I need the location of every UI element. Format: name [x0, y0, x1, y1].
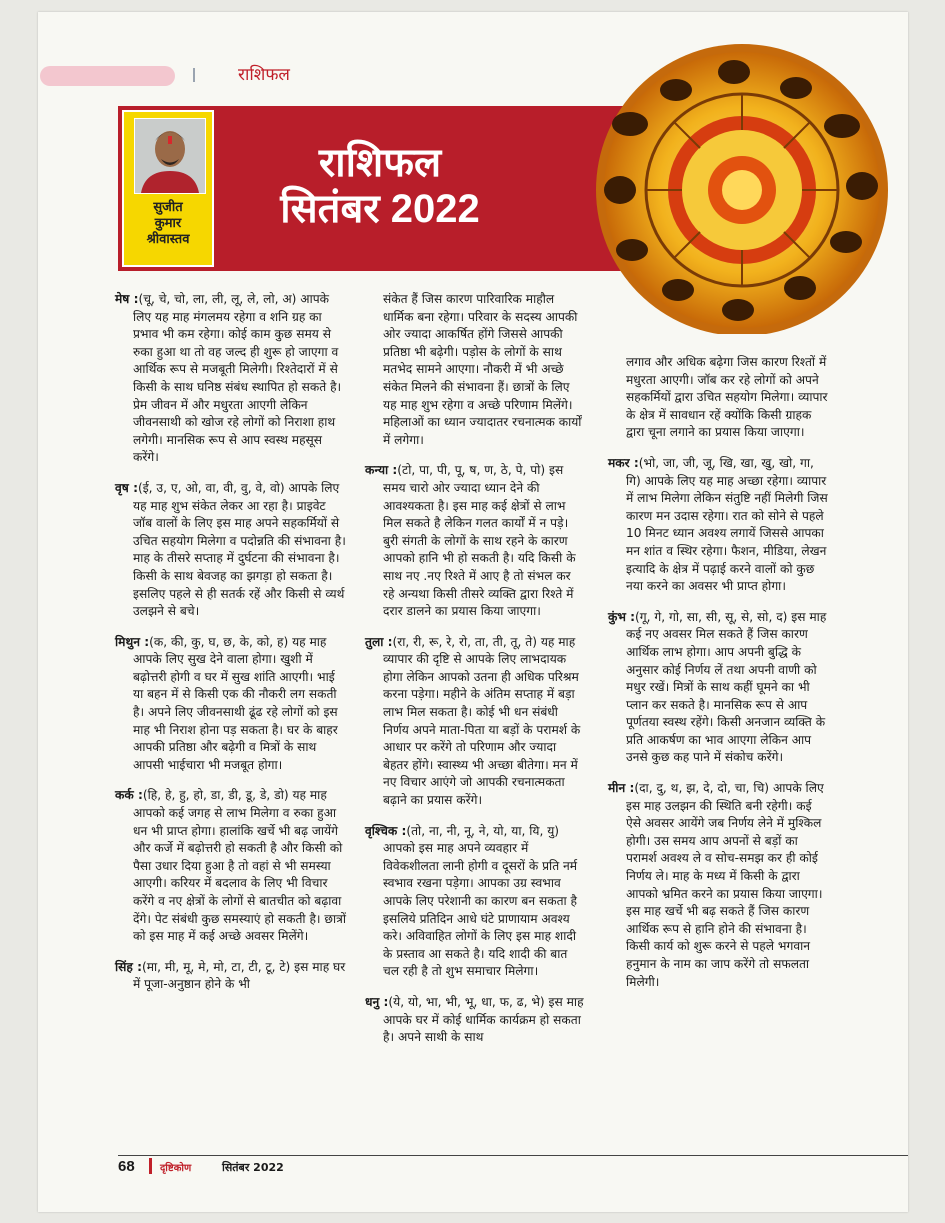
sign-text: (क, की, कु, घ, छ, के, को, ह) यह माह आपके लिए सुख देने वाला होगा। खुशी में बढ़ोत्तरी होगी व घर में सुख शांति आएगी। भाई या बहन में से किसी एक की नौकरी लग सकती है। अपने लिए जीवनसाथी ढूंढ रहे लोगों को इस माह भी निराश होना पड़ सकता है। घर के बाहर आपकी प्रतिष्ठा और बढ़ेगी व मित्रों के साथ आपसी भाईचारा भी मजबूत होगा। [133, 634, 338, 772]
footer-issue: सितंबर 2022 [222, 1161, 284, 1174]
horoscope-dhanu-continued [608, 354, 828, 442]
sign-text: (रा, री, रू, रे, रो, ता, ती, तू, ते) यह माह व्यापार की दृष्टि से आपके लिए लाभदायक होगा लेकिन आपको उतना ही अधिक परिश्रम करना पड़ेगा। महीने के अंतिम सप्ताह में बड़ा लाभ मिल सकता है। कोई भी धन संबंधी निर्णय अपने माता-पिता या बड़ों के परामर्श के आधार पर करेंगे तो परिणाम और ज्यादा बेहतर होंगे। स्वास्थ्य भी अच्छा बीतेगा। मन में नए विचार आएंगे जो आपकी रचनात्मकता बढ़ाने का प्रयास करेंगे। [383, 634, 581, 808]
page-title [240, 140, 520, 232]
header-separator [193, 68, 195, 82]
sign-name: धनु : [365, 994, 389, 1009]
sign-name: वृश्चिक : [365, 823, 407, 838]
author-name-line-2: कुमार [154, 216, 182, 231]
sign-name: सिंह : [115, 959, 142, 974]
column-1 [115, 291, 347, 1007]
sign-text: (चू, चे, चो, ला, ली, लू, ले, लो, अ) आपके लिए यह माह मंगलमय रहेगा व शनि ग्रह का प्रभाव भी कम रहेगा। कोई काम कुछ समय से रुका हुआ था तो वह जल्द ही शुरू हो जाएगा व आर्थिक रूप से मजबूती मिलेगी। रिश्तेदारों में से किसी के साथ घनिष्ठ संबंध स्थापित हो सकते है। प्रेम जीवन में और मधुरता आएगी लेकिन जीवनसाथी को खोज रहे लोगों को निराशा हाथ लगेगी। मानसिक रूप से आप स्वस्थ महसूस करेंगे। [133, 292, 342, 465]
sign-name: तुला : [365, 634, 393, 649]
horoscope-makar [608, 455, 828, 596]
sign-name: मीन : [608, 781, 635, 796]
sign-text: (मा, मी, मू, मे, मो, टा, टी, टू, टे) इस माह घर में पूजा-अनुष्ठान होने के भी [133, 959, 346, 992]
author-photo [134, 118, 206, 194]
author-name-line-3: श्रीवास्तव [146, 232, 190, 247]
horoscope-singh [115, 959, 347, 994]
horoscope-vrish [115, 480, 347, 621]
horoscope-singh-continued [365, 291, 585, 449]
sign-text: लगाव और अधिक बढ़ेगा जिस कारण रिश्तों में मधुरता आएगी। जॉब कर रहे लोगों को अपने सहकर्मियों द्वारा उचित सहयोग मिलेगा। व्यापार के क्षेत्र में सावधान रहें क्योंकि किसी ग्राहक द्वारा चूना लगाने का प्रयास किया जाएगा। [626, 355, 828, 440]
title-line-2: सितंबर 2022 [280, 187, 480, 231]
sign-name: मेष : [115, 292, 139, 306]
section-label: राशिफल [238, 65, 290, 85]
sign-name: कुंभ : [608, 609, 636, 624]
sign-name: वृष : [115, 480, 138, 495]
horoscope-kumbh [608, 609, 828, 767]
sign-text: (हि, हे, हु, हो, डा, डी, डू, डे, डो) यह माह आपको कई जगह से लाभ मिलेगा व रुका हुआ धन भी प्राप्त होगा। हालांकि खर्चे भी बढ़ जायेंगे और कर्जे में बढ़ोत्तरी हो सकती है और किसी को पैसा उधार दिया हुआ है तो वहां से भी समस्या आएगी। करियर में बदलाव के लिए भी विचार करेंगे व नए क्षेत्रों के लोगों से बातचीत को बढ़ावा देंगे। पेट संबंधी कुछ समस्याएं हो सकती है। छात्रों को इस माह में कई अच्छे अवसर मिलेंगे। [133, 788, 347, 944]
title-line-1: राशिफल [318, 141, 442, 185]
footer-brand-logo: दृष्टिकोण [160, 1163, 192, 1174]
author-name [124, 200, 212, 248]
footer-divider [118, 1155, 908, 1156]
sign-name: मिथुन : [115, 634, 150, 649]
sign-text: (भो, जा, जी, जू, खि, खा, खु, खो, गा, गि) आपके लिए यह माह अच्छा रहेगा। व्यापार में लाभ मिलेगा लेकिन संतुष्टि नहीं मिलेगी जिस कारण मन उदास रहेगा। रात को सोने से पहले 10 मिनट ध्यान अवश्य लगायें जिससे आपका मन शांत व स्थिर रहेगा। फैशन, मीडिया, लेखन इत्यादि के क्षेत्र में पढ़ाई करने वालों को कुछ नया करने का अवसर भी प्राप्त होगा। [626, 455, 828, 594]
sign-text: (ये, यो, भा, भी, भू, धा, फ, ढ, भे) इस माह आपके घर में कोई धार्मिक कार्यक्रम हो सकता है। अपने साथी के साथ [383, 994, 584, 1045]
author-box [122, 110, 214, 267]
sign-text: (तो, ना, नी, नू, ने, यो, या, यि, यु) आपको इस माह अपने व्यवहार में विवेकशीलता लानी होगी व दूसरों के प्रति नर्म स्वभाव रखना पड़ेगा। आपका उग्र स्वभाव आपके लिए परेशानी का कारण बन सकता है इसलिये प्रतिदिन आधे घंटे प्राणायाम अवश्य करे। अविवाहित लोगों के लिए इस माह शादी के प्रस्ताव आ सकते है। यदि शादी की बात चल रही है तो शुभ समाचार मिलेगा। [383, 823, 578, 979]
horoscope-mesh [115, 291, 347, 467]
sign-text: संकेत हैं जिस कारण पारिवारिक माहौल धार्मिक बना रहेगा। परिवार के सदस्य आपकी ओर ज्यादा आकर्षित होंगे जिससे आपकी प्रतिष्ठा भी बढ़ेगी। पड़ोस के लोगों के साथ मतभेद सामने आएगा। नौकरी में भी अच्छे संकेत मिलने की संभावना हैं। छात्रों के लिए यह माह शुभ रहेगा व अच्छे परिणाम मिलेंगे। महिलाओं का ध्यान ज्यादातर रचनात्मक कार्यों में लगेगा। [383, 292, 582, 447]
horoscope-vrishchik [365, 823, 585, 981]
author-name-line-1: सुजीत [153, 200, 183, 215]
page-number: 68 [118, 1158, 135, 1175]
sign-name: कन्या : [365, 463, 398, 478]
horoscope-meen [608, 780, 828, 991]
horoscope-kark [115, 787, 347, 945]
column-3 [608, 354, 828, 1004]
sign-text: (दा, दु, थ, झ, दे, दो, चा, चि) आपके लिए इस माह उलझन की स्थिति बनी रहेगी। कई ऐसे अवसर आयेंगे जब निर्णय लेने में मुश्किल होगी। उस समय आप अपनों से बड़ों का परामर्श अवश्य ले व सोच-समझ कर ही कोई निर्णय ले। माह के मध्य में किसी के द्वारा आपको भ्रमित करने का प्रयास किया जाएगा। इस माह खर्चे भी बढ़ सकते हैं जिस कारण आर्थिक रूप से हानि होने की संभावना है। किसी कार्य को शुरू करने से पहले भगवान हनुमान के नाम का जाप करेंगे तो सफलता मिलेगी। [626, 781, 824, 989]
sign-text: (गू, गे, गो, सा, सी, सू, से, सो, द) इस माह कई नए अवसर मिल सकते हैं जिस कारण आर्थिक लाभ होगा। आप अपनी बुद्धि के अनुसार कोई निर्णय लें तथा अपनी वाणी को मधुर रखें। मित्रों के साथ कहीं घूमने का भी प्लान कर सकते है। मानसिक रूप से आप पूर्णतया स्वस्थ रहेंगे। किसी अनजान व्यक्ति के प्रति आकर्षण का भाव आएगा लेकिन आप उनसे कुछ कह पाने में संकोच करेंगे। [626, 609, 827, 765]
sign-name: कर्क : [115, 788, 143, 803]
sign-name: मकर : [608, 455, 639, 470]
footer-accent-bar [149, 1158, 152, 1174]
horoscope-tula [365, 634, 585, 810]
sign-text: (ई, उ, ए, ओ, वा, वी, वु, वे, वो) आपके लिए यह माह शुभ संकेत लेकर आ रहा है। प्राइवेट जॉब वालों के लिए इस माह अपने सहकर्मियों से उचित सहयोग मिलेगा व पदोन्नति की संभावना है। माह के तीसरे सप्ताह में दुर्घटना की संभावना है। किसी के साथ बेवजह का झगड़ा हो सकता है। इसलिए पहले से ही सतर्क रहें और किसी से व्यर्थ उलझने से बचे। [133, 480, 346, 619]
horoscope-dhanu [365, 994, 585, 1047]
sign-text: (टो, पा, पी, पू, ष, ण, ठे, पे, पो) इस समय चारो ओर ज्यादा ध्यान देने की आवश्यकता है। इस माह कई क्षेत्रों से लाभ मिल सकते है लेकिन गलत कार्यों में न पड़े। बुरी संगती के लोगों के साथ रहने के कारण आपको हानि भी हो सकती है। यदि किसी के साथ नए .नए रिश्ते में आए है तो संभल कर रहे अन्यथा किसी तीसरे व्यक्ति द्वारा रिश्ते में दरार डालने का प्रयास किया जाएगा। [383, 463, 576, 619]
horoscope-kanya [365, 462, 585, 620]
column-2 [365, 291, 585, 1060]
horoscope-mithun [115, 634, 347, 775]
header-pill [40, 66, 175, 86]
